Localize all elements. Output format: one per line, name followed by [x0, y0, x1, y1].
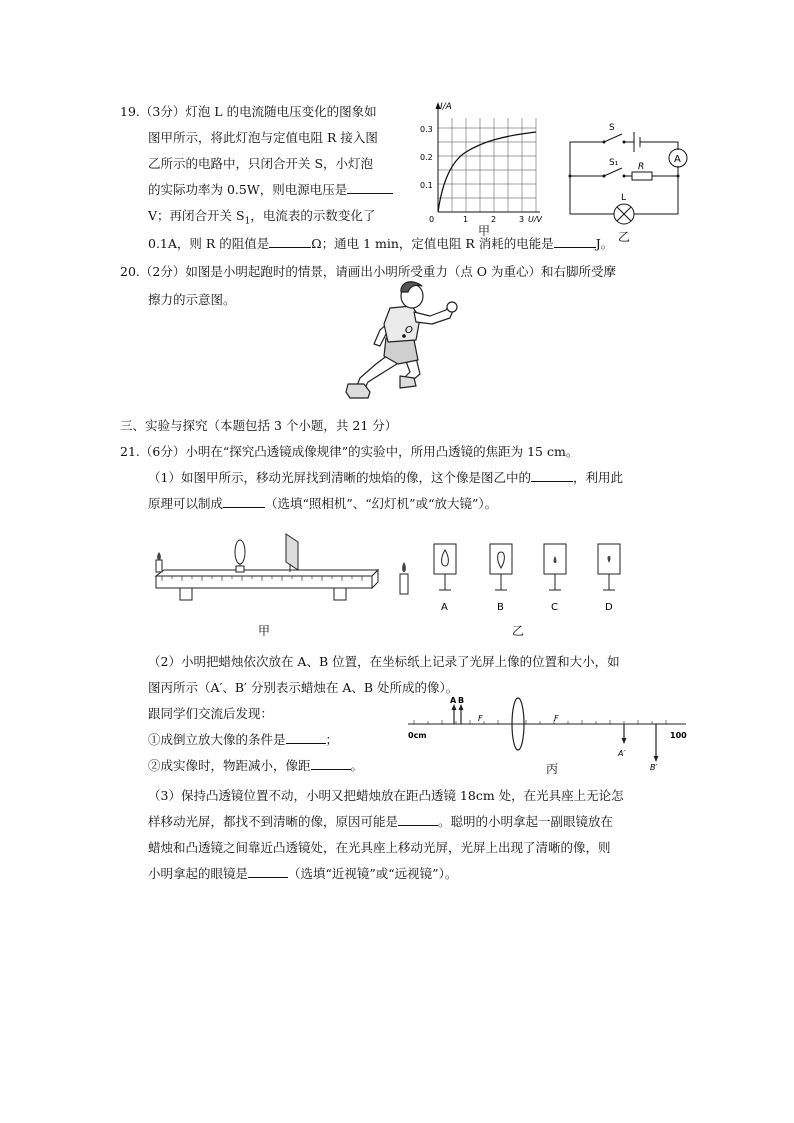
q21-part3-line3: 蜡烛和凸透镜之间靠近凸透镜处，在光具座上移动光屏，光屏上出现了清晰的像，则 — [148, 840, 611, 855]
focus-left-label: F — [478, 714, 483, 723]
q21-text: 样移动光屏，都找不到清晰的像，原因可能是 — [148, 814, 399, 829]
q20-line-1: 20.（2分）如图是小明起跑时的情景，请画出小明所受重力（点 O 为重心）和右脚所受摩 — [120, 264, 617, 279]
axis-start-label: 0cm — [408, 731, 427, 740]
iu-curve — [438, 132, 536, 212]
answer-blank[interactable] — [248, 866, 288, 878]
q21-part3-line4 — [148, 866, 457, 882]
q21-intro: 21.（6分）小明在“探究凸透镜成像规律”的实验中，所用凸透镜的焦距为 15 cm。 — [120, 444, 579, 459]
x-tick: 0 — [429, 215, 435, 224]
q21-text: 。 — [350, 758, 364, 773]
options-caption: 乙 — [512, 624, 525, 638]
q20-line-2: 擦力的示意图。 — [148, 292, 236, 307]
center-of-gravity-label: O — [405, 325, 413, 336]
optical-bench — [150, 530, 382, 614]
option-label: D — [605, 602, 613, 613]
circuit-diagram — [560, 118, 700, 228]
graph-xlabel: U/V — [528, 215, 542, 224]
q21-part2-line2: 图丙所示（A′、B′ 分别表示蜡烛在 A、B 处所成的像）。 — [148, 680, 459, 695]
q21-text: （1）如图甲所示，移动光屏找到清晰的烛焰的像，这个像是图乙中的 — [148, 470, 531, 485]
q19-text: 的实际功率为 0.5W，则电源电压是 — [148, 182, 348, 197]
resistor-label: R — [638, 162, 645, 172]
q19-text: 0.1A，则 R 的阻值是 — [148, 236, 270, 251]
q19-line-4 — [148, 182, 393, 198]
subscript: 1 — [244, 216, 251, 227]
q21-part3-line2 — [148, 814, 613, 830]
q21-text: （选填“照相机”、“幻灯机”或“放大镜”）。 — [265, 496, 498, 511]
object-a-label: A — [450, 696, 457, 705]
circuit-caption: 乙 — [618, 230, 631, 244]
answer-blank[interactable] — [286, 732, 326, 744]
image-options — [392, 536, 632, 616]
q21-part1-line2 — [148, 496, 497, 512]
iu-graph — [418, 98, 542, 230]
q21-text: 小明拿起的眼镜是 — [148, 866, 249, 881]
x-tick: 3 — [519, 215, 525, 224]
image-a-label: A′ — [618, 749, 626, 758]
q21-text: 原理可以制成 — [148, 496, 224, 511]
q21-part2-line5 — [148, 758, 363, 774]
q21-part3-line1: （3）保持凸透镜位置不动，小明又把蜡烛放在距凸透镜 18cm 处，在光具座上无论怎 — [148, 788, 624, 803]
q21-text: ，利用此 — [572, 470, 623, 485]
q21-text: ； — [325, 732, 339, 747]
y-tick: 0.3 — [420, 125, 433, 134]
object-b-label: B — [458, 696, 465, 705]
q19-text: V；再闭合开关 S — [148, 208, 245, 223]
q21-part2-line1: （2）小明把蜡烛依次放在 A、B 位置，在坐标纸上记录了光屏上像的位置和大小，如 — [148, 654, 620, 669]
q21-text: （选填“近视镜”或“远视镜”）。 — [288, 866, 458, 881]
graph-caption: 甲 — [478, 224, 491, 238]
q19-line-1: 19.（3分）灯泡 L 的电流随电压变化的图象如 — [120, 104, 377, 119]
answer-blank[interactable] — [223, 496, 265, 508]
answer-blank[interactable] — [311, 758, 351, 770]
q21-text: ①成倒立放大像的条件是 — [148, 732, 286, 747]
bench-caption: 甲 — [258, 624, 271, 638]
focus-right-label: F — [554, 714, 559, 723]
option-label: B — [497, 602, 504, 613]
option-label: A — [441, 602, 448, 613]
q21-part1-line1 — [148, 470, 623, 486]
q19-text: J。 — [595, 236, 614, 251]
option-label: C — [551, 602, 558, 613]
q21-text: ②成实像时，物距减小，像距 — [148, 758, 311, 773]
graph-ylabel: I/A — [440, 102, 452, 112]
q19-line-2: 图甲所示，将此灯泡与定值电阻 R 接入图 — [148, 130, 378, 145]
q19-line-3: 乙所示的电路中，只闭合开关 S，小灯泡 — [148, 156, 374, 171]
y-tick: 0.1 — [420, 181, 433, 190]
q19-line-6 — [148, 236, 613, 252]
switch-s-label: S — [609, 123, 615, 133]
x-tick: 1 — [463, 215, 469, 224]
q21-part2-line4 — [148, 732, 338, 748]
answer-blank[interactable] — [398, 814, 438, 826]
answer-blank[interactable] — [554, 236, 596, 248]
answer-blank[interactable] — [531, 470, 573, 482]
q21-part2-line3: 跟同学们交流后发现： — [148, 706, 274, 721]
image-b-label: B′ — [650, 763, 658, 772]
lamp-label: L — [621, 193, 627, 203]
section-3-heading: 三、实验与探究（本题包括 3 个小题，共 21 分） — [120, 418, 398, 433]
axis-caption: 丙 — [546, 762, 559, 776]
axis-end-label: 100 — [670, 731, 687, 740]
x-tick: 2 — [491, 215, 497, 224]
q19-text: Ω；通电 1 min，定值电阻 R 消耗的电能是 — [311, 236, 554, 251]
answer-blank[interactable] — [269, 236, 311, 248]
y-tick: 0.2 — [420, 153, 433, 162]
ammeter-label: A — [674, 154, 681, 165]
q19-text: ，电流表的示数变化了 — [250, 208, 376, 223]
switch-s1-label: S₁ — [609, 158, 619, 168]
q19-line-5 — [148, 208, 375, 230]
answer-blank[interactable] — [347, 182, 393, 194]
runner-figure — [334, 280, 468, 412]
q21-text: 。聪明的小明拿起一副眼镜放在 — [438, 814, 614, 829]
